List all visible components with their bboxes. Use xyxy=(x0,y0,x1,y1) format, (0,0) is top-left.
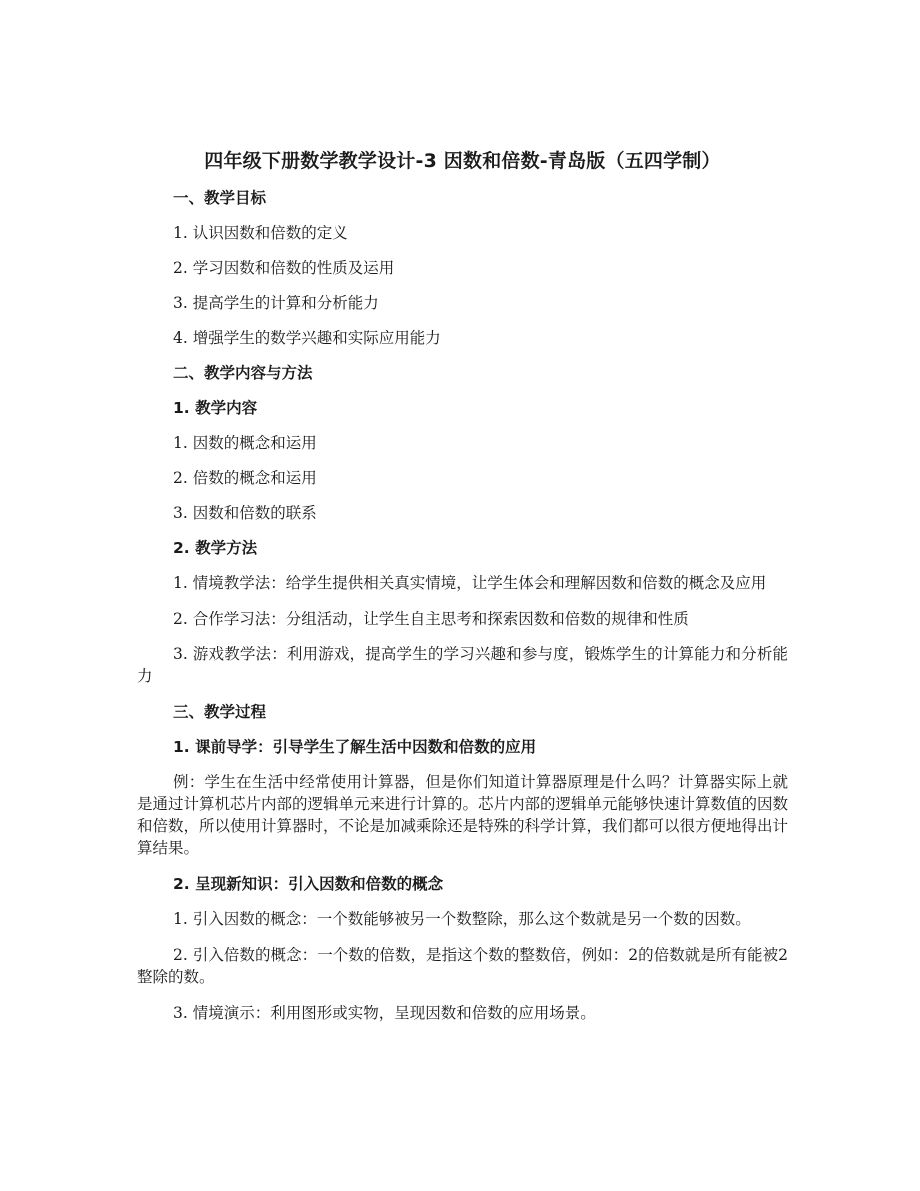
content-item: 3. 因数和倍数的联系 xyxy=(173,504,317,522)
step2-item: 1. 引入因数的概念：一个数能够被另一个数整除，那么这个数就是另一个数的因数。 xyxy=(173,910,751,928)
page-title: 四年级下册数学教学设计-3 因数和倍数-青岛版（五四学制） xyxy=(204,150,721,172)
step2-item: 2. 引入倍数的概念：一个数的倍数，是指这个数的整数倍，例如：2的倍数就是所有能被2整除的数。 xyxy=(137,946,788,986)
section-heading-content-methods: 二、教学内容与方法 xyxy=(173,364,313,382)
content-item: 1. 因数的概念和运用 xyxy=(173,434,317,452)
section-heading-goals: 一、教学目标 xyxy=(173,189,267,207)
goal-item: 2. 学习因数和倍数的性质及运用 xyxy=(173,259,395,277)
goal-item: 3. 提高学生的计算和分析能力 xyxy=(173,294,379,312)
section-heading-process: 三、教学过程 xyxy=(173,703,267,721)
step2-item: 3. 情境演示：利用图形或实物，呈现因数和倍数的应用场景。 xyxy=(173,1004,596,1022)
method-item: 2. 合作学习法：分组活动，让学生自主思考和探索因数和倍数的规律和性质 xyxy=(173,610,689,628)
subheading-step1: 1. 课前导学：引导学生了解生活中因数和倍数的应用 xyxy=(173,738,537,756)
subheading-methods: 2. 教学方法 xyxy=(173,539,258,557)
goal-item: 4. 增强学生的数学兴趣和实际应用能力 xyxy=(173,329,441,347)
step1-paragraph: 例：学生在生活中经常使用计算器，但是你们知道计算器原理是什么吗？计算器实际上就是通过计算机芯片内部的逻辑单元来进行计算的。芯片内部的逻辑单元能够快速计算数值的因数和倍数，所以使用计算器时，不论是加减乘除还是特殊的科学计算，我们都可以很方便地得出计算结果。 xyxy=(137,773,789,857)
content-item: 2. 倍数的概念和运用 xyxy=(173,469,317,487)
subheading-step2: 2. 呈现新知识：引入因数和倍数的概念 xyxy=(173,875,444,893)
goal-item: 1. 认识因数和倍数的定义 xyxy=(173,224,348,242)
method-item: 1. 情境教学法：给学生提供相关真实情境，让学生体会和理解因数和倍数的概念及应用 xyxy=(173,574,767,592)
method-item: 3. 游戏教学法：利用游戏，提高学生的学习兴趣和参与度，锻炼学生的计算能力和分析能力 xyxy=(137,645,788,685)
subheading-content: 1. 教学内容 xyxy=(173,399,258,417)
